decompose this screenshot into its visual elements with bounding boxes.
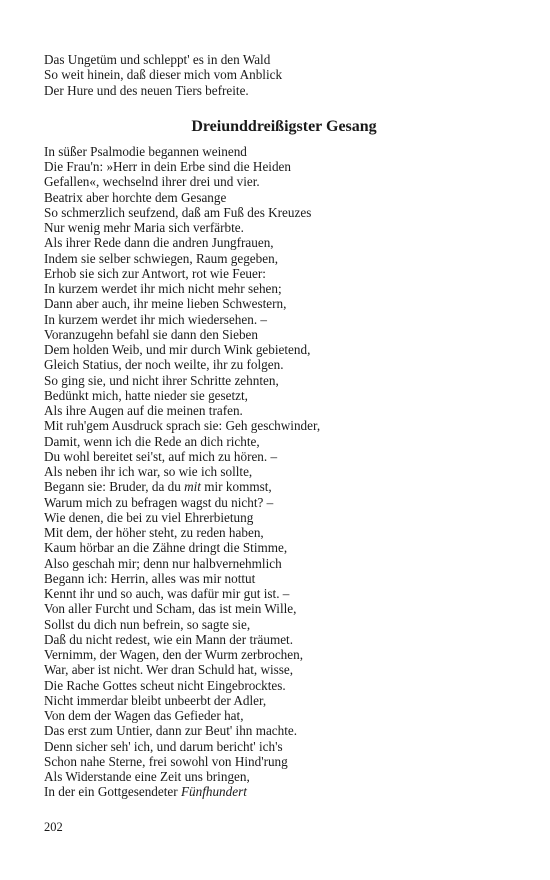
verse-line: Bedünkt mich, hatte nieder sie gesetzt, xyxy=(44,387,248,403)
intro-verses xyxy=(44,52,514,98)
verse-line: Gefallen«, wechselnd ihrer drei und vier. xyxy=(44,174,260,190)
canto-heading: Dreiunddreißigster Gesang xyxy=(191,117,377,135)
verse-line: Also geschah mir; denn nur halbvernehmlich xyxy=(44,555,282,571)
verse-line: So schmerzlich seufzend, daß am Fuß des Kreuzes xyxy=(44,204,312,220)
emphasized-word: mit xyxy=(184,479,201,495)
verse-line: Von aller Furcht und Scham, das ist mein Wille, xyxy=(44,601,297,617)
page-number: 202 xyxy=(44,820,63,834)
verse-line: Schon nahe Sterne, frei sowohl von Hind'rung xyxy=(44,753,288,769)
verse-line: Der Hure und des neuen Tiers befreite. xyxy=(44,82,249,98)
verse-line: Kaum hörbar an die Zähne dringt die Stimme, xyxy=(44,540,288,556)
verse-line: Das erst zum Untier, dann zur Beut' ihn machte. xyxy=(44,723,298,739)
emphasized-word: Fünfhundert xyxy=(180,784,247,800)
verse-line: Sollst du dich nun befrein, so sagte sie, xyxy=(44,616,251,632)
verse-line: Du wohl bereitet sei'st, auf mich zu hören. – xyxy=(44,448,278,464)
verse-line: Begann ich: Herrin, alles was mir nottut xyxy=(44,570,256,586)
verse-line: Dem holden Weib, und mir durch Wink gebietend, xyxy=(44,342,311,357)
verse-text: In der ein Gottgesendeter xyxy=(44,784,181,800)
verse-line: Nur wenig mehr Maria sich verfärbte. xyxy=(44,220,244,235)
page-content xyxy=(44,52,514,800)
verse-text: Begann sie: Bruder, da du xyxy=(44,479,185,495)
verse-line: Beatrix aber horchte dem Gesange xyxy=(44,189,227,205)
verse-line: In süßer Psalmodie begannen weinend xyxy=(44,143,247,159)
verse-line: So ging sie, und nicht ihrer Schritte zehnten, xyxy=(44,372,279,388)
verse-line: Kennt ihr und so auch, was dafür mir gut ist. – xyxy=(44,586,290,601)
verse-line: So weit hinein, daß dieser mich vom Anblick xyxy=(44,67,283,83)
verse-line: Mit dem, der höher steht, zu reden haben, xyxy=(44,525,264,540)
verse-line: Erhob sie sich zur Antwort, rot wie Feuer: xyxy=(44,265,266,281)
verse-line: Wie denen, die bei zu viel Ehrerbietung xyxy=(44,509,254,525)
verse-line: Nicht immerdar bleibt unbeerbt der Adler, xyxy=(44,692,267,708)
verse-line: War, aber ist nicht. Wer dran Schuld hat, wisse, xyxy=(44,662,294,678)
verse-line: Von dem der Wagen das Gefieder hat, xyxy=(44,708,244,723)
verse-line: Denn sicher seh' ich, und darum bericht' ich's xyxy=(44,738,283,754)
verse-line: Damit, wenn ich die Rede an dich richte, xyxy=(44,433,260,449)
verse-line xyxy=(44,784,514,799)
verse-line: Dann aber auch, ihr meine lieben Schwestern, xyxy=(44,296,287,312)
verse-line: Vernimm, der Wagen, den der Wurm zerbrochen, xyxy=(44,647,304,662)
verse-line: In kurzem werdet ihr mich nicht mehr sehen; xyxy=(44,281,282,296)
verse-line: Warum mich zu befragen wagst du nicht? – xyxy=(44,494,274,510)
verse-line: Voranzugehn befahl sie dann den Sieben xyxy=(44,326,258,342)
verse-line: Als neben ihr ich war, so wie ich sollte, xyxy=(44,464,253,479)
verse-line: Als ihrer Rede dann die andren Jungfrauen, xyxy=(44,235,274,251)
verse-line xyxy=(44,479,514,494)
verse-line: Das Ungetüm und schleppt' es in den Wald xyxy=(44,52,271,67)
verse-line: Als Widerstande eine Zeit uns bringen, xyxy=(44,769,250,784)
verse-text: mir kommst, xyxy=(200,479,272,495)
canto-verses xyxy=(44,144,514,800)
verse-line: Daß du nicht redest, wie ein Mann der träumet. xyxy=(44,631,294,647)
verse-line: Die Rache Gottes scheut nicht Eingebrocktes. xyxy=(44,677,286,693)
verse-line: Gleich Statius, der noch weilte, ihr zu folgen. xyxy=(44,357,284,373)
verse-line: Die Frau'n: »Herr in dein Erbe sind die Heiden xyxy=(44,159,292,174)
verse-line: Mit ruh'gem Ausdruck sprach sie: Geh geschwinder, xyxy=(44,418,321,434)
verse-line: Als ihre Augen auf die meinen trafen. xyxy=(44,403,243,418)
verse-line: In kurzem werdet ihr mich wiedersehen. – xyxy=(44,311,268,327)
verse-line: Indem sie selber schwiegen, Raum gegeben, xyxy=(44,250,279,266)
